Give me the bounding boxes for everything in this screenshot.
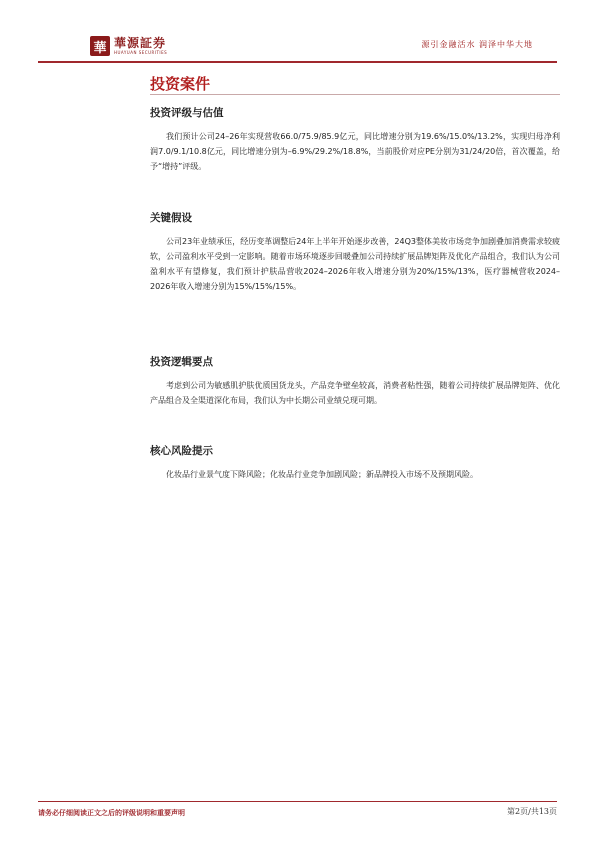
section-body: 我们预计公司24–26年实现营收66.0/75.9/85.9亿元，同比增速分别为19.6%/15.0%/13.2%，实现归母净利润7.0/9.1/10.8亿元，同比增速分别为–6.9%/29.2%/18.8%，当前股价对应PE分别为31/24/20倍，首次覆盖，给予“增持”评级。 (150, 132, 560, 171)
company-logo (90, 36, 167, 56)
logo-icon: 華 (90, 36, 110, 56)
section-body: 公司23年业绩承压，经历变革调整后24年上半年开始逐步改善，24Q3整体美妆市场竞争加剧叠加消费需求较疲软，公司盈利水平受到一定影响。随着市场环境逐步回暖叠加公司持续扩展品牌矩阵及优化产品组合，我们认为公司盈利水平有望修复，我们预计护肤品营收2024–2026年收入增速分别为20%/15%/13%，医疗器械营收2024–2026年收入增速分别为15%/15%/15%。 (150, 237, 560, 291)
section-heading: 核心风险提示 (150, 445, 213, 457)
title-divider (150, 94, 560, 95)
section-heading: 投资逻辑要点 (150, 356, 213, 368)
logo-name: 華源証券 (114, 36, 167, 50)
logo-name-en: HUAYUAN SECURITIES (114, 50, 168, 55)
logo-text (114, 36, 167, 56)
section-investment-logic (150, 355, 560, 408)
header-slogan: 源引金融活水 润泽中华大地 (421, 40, 533, 49)
footer-divider (38, 801, 557, 802)
section-rating-valuation (150, 106, 560, 174)
section-body: 化妆品行业景气度下降风险；化妆品行业竞争加剧风险；新品牌投入市场不及预期风险。 (166, 470, 478, 479)
page-number: 第2页/共13页 (507, 807, 557, 816)
section-heading: 投资评级与估值 (150, 107, 224, 119)
section-heading: 关键假设 (150, 212, 192, 224)
header-divider (38, 61, 557, 63)
footer-disclaimer: 请务必仔细阅读正文之后的评级说明和重要声明 (38, 808, 185, 817)
section-body: 考虑到公司为敏感肌护肤优质国货龙头，产品竞争壁垒较高，消费者粘性强，随着公司持续扩展品牌矩阵、优化产品组合及全渠道深化布局，我们认为中长期公司业绩兑现可期。 (150, 381, 560, 405)
section-core-risks (150, 444, 560, 482)
page-title: 投资案件 (150, 75, 211, 93)
section-key-assumptions (150, 211, 560, 294)
page-header (0, 0, 595, 60)
